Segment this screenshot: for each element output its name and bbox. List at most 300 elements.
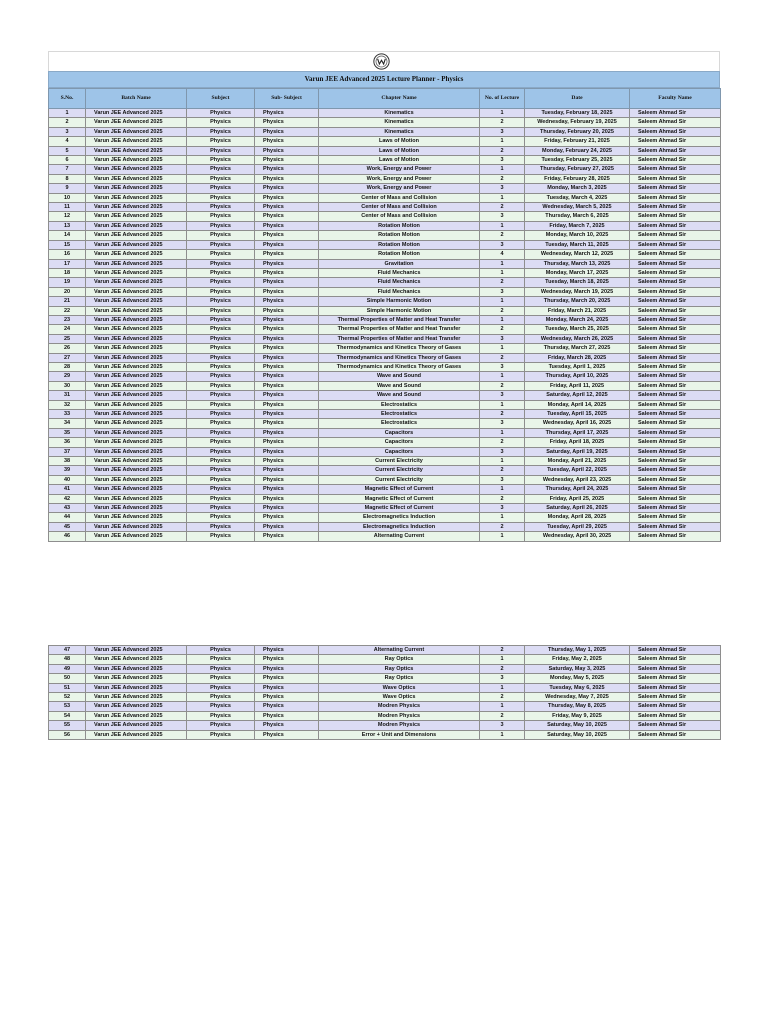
cell-no-of-lecture: 1 [480, 315, 525, 324]
cell-subject: Physics [187, 297, 255, 306]
cell-sno: 27 [49, 353, 86, 362]
cell-no-of-lecture: 3 [480, 127, 525, 136]
cell-sno: 42 [49, 494, 86, 503]
cell-chapter-name: Electrostatics [319, 410, 480, 419]
cell-sub-subject: Physics [255, 165, 319, 174]
cell-no-of-lecture: 3 [480, 287, 525, 296]
cell-chapter-name: Modren Physics [319, 721, 480, 730]
cell-sub-subject: Physics [255, 419, 319, 428]
table-row [49, 711, 721, 720]
cell-sno: 2 [49, 118, 86, 127]
table-row [49, 664, 721, 673]
cell-subject: Physics [187, 664, 255, 673]
cell-subject: Physics [187, 109, 255, 118]
cell-no-of-lecture: 3 [480, 184, 525, 193]
cell-batch-name: Varun JEE Advanced 2025 [86, 109, 187, 118]
cell-sno: 17 [49, 259, 86, 268]
cell-no-of-lecture: 1 [480, 532, 525, 541]
cell-sub-subject: Physics [255, 156, 319, 165]
cell-sno: 30 [49, 381, 86, 390]
cell-sub-subject: Physics [255, 522, 319, 531]
cell-batch-name: Varun JEE Advanced 2025 [86, 278, 187, 287]
cell-faculty-name: Saleem Ahmad Sir [630, 278, 721, 287]
header-no-of-lecture: No. of Lecture [480, 89, 525, 109]
cell-subject: Physics [187, 513, 255, 522]
cell-chapter-name: Thermodynamics and Kinetics Theory of Gases [319, 344, 480, 353]
cell-sno: 48 [49, 655, 86, 664]
cell-chapter-name: Capacitors [319, 428, 480, 437]
table-row [49, 702, 721, 711]
cell-chapter-name: Current Electricity [319, 457, 480, 466]
cell-subject: Physics [187, 306, 255, 315]
cell-batch-name: Varun JEE Advanced 2025 [86, 494, 187, 503]
cell-sno: 49 [49, 664, 86, 673]
cell-sno: 53 [49, 702, 86, 711]
cell-subject: Physics [187, 381, 255, 390]
cell-faculty-name: Saleem Ahmad Sir [630, 203, 721, 212]
cell-faculty-name: Saleem Ahmad Sir [630, 410, 721, 419]
cell-no-of-lecture: 3 [480, 334, 525, 343]
cell-batch-name: Varun JEE Advanced 2025 [86, 146, 187, 155]
cell-subject: Physics [187, 137, 255, 146]
table-row [49, 646, 721, 655]
cell-subject: Physics [187, 231, 255, 240]
cell-batch-name: Varun JEE Advanced 2025 [86, 655, 187, 664]
cell-batch-name: Varun JEE Advanced 2025 [86, 165, 187, 174]
cell-subject: Physics [187, 268, 255, 277]
cell-batch-name: Varun JEE Advanced 2025 [86, 193, 187, 202]
cell-date: Tuesday, April 29, 2025 [525, 522, 630, 531]
cell-sub-subject: Physics [255, 391, 319, 400]
cell-batch-name: Varun JEE Advanced 2025 [86, 381, 187, 390]
cell-date: Friday, April 18, 2025 [525, 438, 630, 447]
table-row [49, 683, 721, 692]
cell-sno: 37 [49, 447, 86, 456]
cell-faculty-name: Saleem Ahmad Sir [630, 174, 721, 183]
cell-date: Wednesday, March 5, 2025 [525, 203, 630, 212]
cell-chapter-name: Magnetic Effect of Current [319, 494, 480, 503]
cell-batch-name: Varun JEE Advanced 2025 [86, 362, 187, 371]
cell-batch-name: Varun JEE Advanced 2025 [86, 156, 187, 165]
cell-subject: Physics [187, 259, 255, 268]
cell-date: Tuesday, April 15, 2025 [525, 410, 630, 419]
cell-chapter-name: Work, Energy and Power [319, 174, 480, 183]
cell-date: Thursday, March 27, 2025 [525, 344, 630, 353]
cell-sno: 51 [49, 683, 86, 692]
cell-batch-name: Varun JEE Advanced 2025 [86, 250, 187, 259]
planner-sheet-continued [48, 645, 720, 740]
table-row [49, 174, 721, 183]
table-row [49, 268, 721, 277]
table-row [49, 466, 721, 475]
cell-subject: Physics [187, 532, 255, 541]
header-sub-subject: Sub- Subject [255, 89, 319, 109]
cell-faculty-name: Saleem Ahmad Sir [630, 297, 721, 306]
cell-batch-name: Varun JEE Advanced 2025 [86, 118, 187, 127]
cell-date: Wednesday, March 26, 2025 [525, 334, 630, 343]
cell-date: Wednesday, May 7, 2025 [525, 693, 630, 702]
cell-sub-subject: Physics [255, 674, 319, 683]
cell-sno: 16 [49, 250, 86, 259]
cell-date: Saturday, April 26, 2025 [525, 504, 630, 513]
cell-faculty-name: Saleem Ahmad Sir [630, 664, 721, 673]
cell-batch-name: Varun JEE Advanced 2025 [86, 372, 187, 381]
cell-subject: Physics [187, 410, 255, 419]
cell-sno: 9 [49, 184, 86, 193]
cell-sub-subject: Physics [255, 137, 319, 146]
cell-batch-name: Varun JEE Advanced 2025 [86, 683, 187, 692]
cell-subject: Physics [187, 646, 255, 655]
cell-sno: 56 [49, 730, 86, 739]
cell-date: Thursday, March 6, 2025 [525, 212, 630, 221]
cell-date: Wednesday, March 19, 2025 [525, 287, 630, 296]
cell-date: Saturday, May 10, 2025 [525, 721, 630, 730]
table-row [49, 457, 721, 466]
cell-sno: 1 [49, 109, 86, 118]
cell-subject: Physics [187, 156, 255, 165]
cell-faculty-name: Saleem Ahmad Sir [630, 344, 721, 353]
cell-no-of-lecture: 1 [480, 513, 525, 522]
cell-no-of-lecture: 3 [480, 721, 525, 730]
cell-sno: 34 [49, 419, 86, 428]
cell-no-of-lecture: 3 [480, 156, 525, 165]
cell-chapter-name: Rotation Motion [319, 250, 480, 259]
table-row [49, 127, 721, 136]
cell-chapter-name: Current Electricity [319, 475, 480, 484]
table-row [49, 137, 721, 146]
table-row [49, 278, 721, 287]
cell-no-of-lecture: 2 [480, 494, 525, 503]
cell-sub-subject: Physics [255, 240, 319, 249]
cell-no-of-lecture: 2 [480, 522, 525, 531]
cell-no-of-lecture: 1 [480, 344, 525, 353]
cell-sub-subject: Physics [255, 174, 319, 183]
cell-faculty-name: Saleem Ahmad Sir [630, 711, 721, 720]
cell-sub-subject: Physics [255, 475, 319, 484]
cell-batch-name: Varun JEE Advanced 2025 [86, 221, 187, 230]
cell-no-of-lecture: 2 [480, 711, 525, 720]
cell-sno: 15 [49, 240, 86, 249]
cell-batch-name: Varun JEE Advanced 2025 [86, 127, 187, 136]
cell-batch-name: Varun JEE Advanced 2025 [86, 325, 187, 334]
cell-no-of-lecture: 1 [480, 137, 525, 146]
cell-chapter-name: Magnetic Effect of Current [319, 504, 480, 513]
cell-batch-name: Varun JEE Advanced 2025 [86, 240, 187, 249]
cell-date: Tuesday, March 18, 2025 [525, 278, 630, 287]
cell-chapter-name: Center of Mass and Collision [319, 203, 480, 212]
cell-sub-subject: Physics [255, 664, 319, 673]
cell-no-of-lecture: 4 [480, 250, 525, 259]
cell-date: Friday, May 9, 2025 [525, 711, 630, 720]
table-row [49, 693, 721, 702]
table-row [49, 297, 721, 306]
cell-date: Monday, April 21, 2025 [525, 457, 630, 466]
table-row [49, 287, 721, 296]
cell-no-of-lecture: 2 [480, 353, 525, 362]
cell-subject: Physics [187, 457, 255, 466]
cell-chapter-name: Laws of Motion [319, 137, 480, 146]
table-row [49, 362, 721, 371]
cell-faculty-name: Saleem Ahmad Sir [630, 212, 721, 221]
cell-batch-name: Varun JEE Advanced 2025 [86, 721, 187, 730]
table-row [49, 221, 721, 230]
table-row [49, 674, 721, 683]
cell-sub-subject: Physics [255, 400, 319, 409]
cell-faculty-name: Saleem Ahmad Sir [630, 419, 721, 428]
cell-no-of-lecture: 2 [480, 381, 525, 390]
cell-date: Thursday, April 24, 2025 [525, 485, 630, 494]
cell-no-of-lecture: 3 [480, 475, 525, 484]
cell-sno: 24 [49, 325, 86, 334]
table-row [49, 315, 721, 324]
cell-sub-subject: Physics [255, 702, 319, 711]
cell-faculty-name: Saleem Ahmad Sir [630, 702, 721, 711]
cell-batch-name: Varun JEE Advanced 2025 [86, 457, 187, 466]
cell-chapter-name: Electromagnetics Induction [319, 513, 480, 522]
cell-chapter-name: Rotation Motion [319, 240, 480, 249]
cell-sub-subject: Physics [255, 325, 319, 334]
cell-batch-name: Varun JEE Advanced 2025 [86, 306, 187, 315]
cell-sno: 23 [49, 315, 86, 324]
cell-subject: Physics [187, 693, 255, 702]
cell-subject: Physics [187, 278, 255, 287]
cell-sno: 52 [49, 693, 86, 702]
cell-sub-subject: Physics [255, 711, 319, 720]
cell-chapter-name: Electrostatics [319, 400, 480, 409]
cell-subject: Physics [187, 522, 255, 531]
cell-sub-subject: Physics [255, 410, 319, 419]
cell-no-of-lecture: 1 [480, 109, 525, 118]
cell-chapter-name: Thermodynamics and Kinetics Theory of Gases [319, 353, 480, 362]
table-row [49, 306, 721, 315]
cell-sno: 32 [49, 400, 86, 409]
cell-faculty-name: Saleem Ahmad Sir [630, 372, 721, 381]
cell-sub-subject: Physics [255, 655, 319, 664]
cell-date: Tuesday, April 1, 2025 [525, 362, 630, 371]
cell-no-of-lecture: 1 [480, 259, 525, 268]
cell-chapter-name: Gravitation [319, 259, 480, 268]
cell-sno: 50 [49, 674, 86, 683]
table-row [49, 109, 721, 118]
cell-batch-name: Varun JEE Advanced 2025 [86, 259, 187, 268]
cell-sub-subject: Physics [255, 203, 319, 212]
cell-date: Tuesday, April 22, 2025 [525, 466, 630, 475]
cell-faculty-name: Saleem Ahmad Sir [630, 674, 721, 683]
cell-no-of-lecture: 1 [480, 221, 525, 230]
cell-faculty-name: Saleem Ahmad Sir [630, 683, 721, 692]
cell-sno: 11 [49, 203, 86, 212]
table-row [49, 428, 721, 437]
cell-sno: 39 [49, 466, 86, 475]
table-row [49, 325, 721, 334]
cell-sno: 28 [49, 362, 86, 371]
cell-sub-subject: Physics [255, 127, 319, 136]
cell-sub-subject: Physics [255, 372, 319, 381]
cell-subject: Physics [187, 702, 255, 711]
cell-date: Thursday, February 27, 2025 [525, 165, 630, 174]
header-subject: Subject [187, 89, 255, 109]
cell-faculty-name: Saleem Ahmad Sir [630, 250, 721, 259]
cell-no-of-lecture: 2 [480, 466, 525, 475]
cell-sub-subject: Physics [255, 118, 319, 127]
cell-faculty-name: Saleem Ahmad Sir [630, 693, 721, 702]
cell-batch-name: Varun JEE Advanced 2025 [86, 532, 187, 541]
cell-faculty-name: Saleem Ahmad Sir [630, 485, 721, 494]
table-row [49, 118, 721, 127]
cell-subject: Physics [187, 184, 255, 193]
cell-subject: Physics [187, 146, 255, 155]
cell-no-of-lecture: 1 [480, 400, 525, 409]
cell-chapter-name: Kinematics [319, 109, 480, 118]
cell-date: Saturday, April 19, 2025 [525, 447, 630, 456]
cell-subject: Physics [187, 655, 255, 664]
cell-batch-name: Varun JEE Advanced 2025 [86, 513, 187, 522]
cell-no-of-lecture: 1 [480, 485, 525, 494]
cell-subject: Physics [187, 362, 255, 371]
cell-no-of-lecture: 3 [480, 362, 525, 371]
cell-sub-subject: Physics [255, 259, 319, 268]
cell-chapter-name: Laws of Motion [319, 156, 480, 165]
cell-chapter-name: Simple Harmonic Motion [319, 306, 480, 315]
table-row [49, 475, 721, 484]
cell-subject: Physics [187, 438, 255, 447]
cell-sno: 35 [49, 428, 86, 437]
cell-faculty-name: Saleem Ahmad Sir [630, 428, 721, 437]
cell-batch-name: Varun JEE Advanced 2025 [86, 268, 187, 277]
cell-subject: Physics [187, 504, 255, 513]
cell-batch-name: Varun JEE Advanced 2025 [86, 344, 187, 353]
cell-date: Friday, February 28, 2025 [525, 174, 630, 183]
cell-sub-subject: Physics [255, 457, 319, 466]
table-row [49, 231, 721, 240]
table-row [49, 730, 721, 739]
cell-sno: 45 [49, 522, 86, 531]
cell-subject: Physics [187, 165, 255, 174]
cell-faculty-name: Saleem Ahmad Sir [630, 466, 721, 475]
cell-sub-subject: Physics [255, 730, 319, 739]
cell-sub-subject: Physics [255, 485, 319, 494]
cell-chapter-name: Error + Unit and Dimensions [319, 730, 480, 739]
cell-batch-name: Varun JEE Advanced 2025 [86, 674, 187, 683]
cell-faculty-name: Saleem Ahmad Sir [630, 475, 721, 484]
cell-sub-subject: Physics [255, 381, 319, 390]
cell-no-of-lecture: 1 [480, 730, 525, 739]
cell-faculty-name: Saleem Ahmad Sir [630, 146, 721, 155]
table-row [49, 344, 721, 353]
table-row [49, 184, 721, 193]
cell-sno: 47 [49, 646, 86, 655]
cell-subject: Physics [187, 391, 255, 400]
cell-chapter-name: Alternating Current [319, 646, 480, 655]
cell-sno: 14 [49, 231, 86, 240]
cell-chapter-name: Rotation Motion [319, 231, 480, 240]
cell-date: Tuesday, February 18, 2025 [525, 109, 630, 118]
cell-batch-name: Varun JEE Advanced 2025 [86, 693, 187, 702]
cell-chapter-name: Capacitors [319, 438, 480, 447]
cell-chapter-name: Work, Energy and Power [319, 165, 480, 174]
cell-faculty-name: Saleem Ahmad Sir [630, 721, 721, 730]
cell-date: Thursday, March 20, 2025 [525, 297, 630, 306]
cell-batch-name: Varun JEE Advanced 2025 [86, 315, 187, 324]
cell-sub-subject: Physics [255, 221, 319, 230]
cell-sub-subject: Physics [255, 353, 319, 362]
cell-sub-subject: Physics [255, 184, 319, 193]
cell-batch-name: Varun JEE Advanced 2025 [86, 391, 187, 400]
cell-date: Wednesday, March 12, 2025 [525, 250, 630, 259]
cell-batch-name: Varun JEE Advanced 2025 [86, 466, 187, 475]
cell-chapter-name: Kinematics [319, 118, 480, 127]
cell-subject: Physics [187, 466, 255, 475]
cell-batch-name: Varun JEE Advanced 2025 [86, 419, 187, 428]
cell-sub-subject: Physics [255, 447, 319, 456]
cell-sub-subject: Physics [255, 466, 319, 475]
cell-date: Friday, April 11, 2025 [525, 381, 630, 390]
cell-sub-subject: Physics [255, 438, 319, 447]
cell-sno: 12 [49, 212, 86, 221]
cell-faculty-name: Saleem Ahmad Sir [630, 137, 721, 146]
cell-date: Thursday, February 20, 2025 [525, 127, 630, 136]
cell-sno: 44 [49, 513, 86, 522]
table-row [49, 203, 721, 212]
table-row [49, 240, 721, 249]
cell-faculty-name: Saleem Ahmad Sir [630, 156, 721, 165]
cell-subject: Physics [187, 353, 255, 362]
cell-chapter-name: Ray Optics [319, 664, 480, 673]
table-row [49, 485, 721, 494]
table-row [49, 419, 721, 428]
cell-chapter-name: Electromagnetics Induction [319, 522, 480, 531]
cell-faculty-name: Saleem Ahmad Sir [630, 655, 721, 664]
cell-sub-subject: Physics [255, 287, 319, 296]
cell-no-of-lecture: 2 [480, 306, 525, 315]
cell-batch-name: Varun JEE Advanced 2025 [86, 475, 187, 484]
cell-chapter-name: Wave and Sound [319, 372, 480, 381]
cell-subject: Physics [187, 287, 255, 296]
cell-sno: 7 [49, 165, 86, 174]
cell-chapter-name: Wave Optics [319, 693, 480, 702]
cell-sno: 13 [49, 221, 86, 230]
cell-no-of-lecture: 1 [480, 683, 525, 692]
cell-sub-subject: Physics [255, 334, 319, 343]
cell-batch-name: Varun JEE Advanced 2025 [86, 730, 187, 739]
cell-sub-subject: Physics [255, 532, 319, 541]
cell-sub-subject: Physics [255, 268, 319, 277]
cell-subject: Physics [187, 118, 255, 127]
cell-faculty-name: Saleem Ahmad Sir [630, 184, 721, 193]
cell-sno: 26 [49, 344, 86, 353]
cell-subject: Physics [187, 721, 255, 730]
cell-batch-name: Varun JEE Advanced 2025 [86, 447, 187, 456]
cell-sub-subject: Physics [255, 250, 319, 259]
cell-subject: Physics [187, 325, 255, 334]
cell-batch-name: Varun JEE Advanced 2025 [86, 287, 187, 296]
cell-sno: 33 [49, 410, 86, 419]
cell-sno: 25 [49, 334, 86, 343]
cell-sno: 55 [49, 721, 86, 730]
cell-no-of-lecture: 2 [480, 174, 525, 183]
cell-sub-subject: Physics [255, 721, 319, 730]
cell-subject: Physics [187, 203, 255, 212]
cell-sub-subject: Physics [255, 278, 319, 287]
cell-date: Thursday, April 17, 2025 [525, 428, 630, 437]
cell-date: Saturday, May 10, 2025 [525, 730, 630, 739]
cell-sub-subject: Physics [255, 362, 319, 371]
cell-sno: 18 [49, 268, 86, 277]
cell-no-of-lecture: 1 [480, 372, 525, 381]
cell-date: Friday, February 21, 2025 [525, 137, 630, 146]
table-row [49, 655, 721, 664]
cell-date: Friday, March 21, 2025 [525, 306, 630, 315]
